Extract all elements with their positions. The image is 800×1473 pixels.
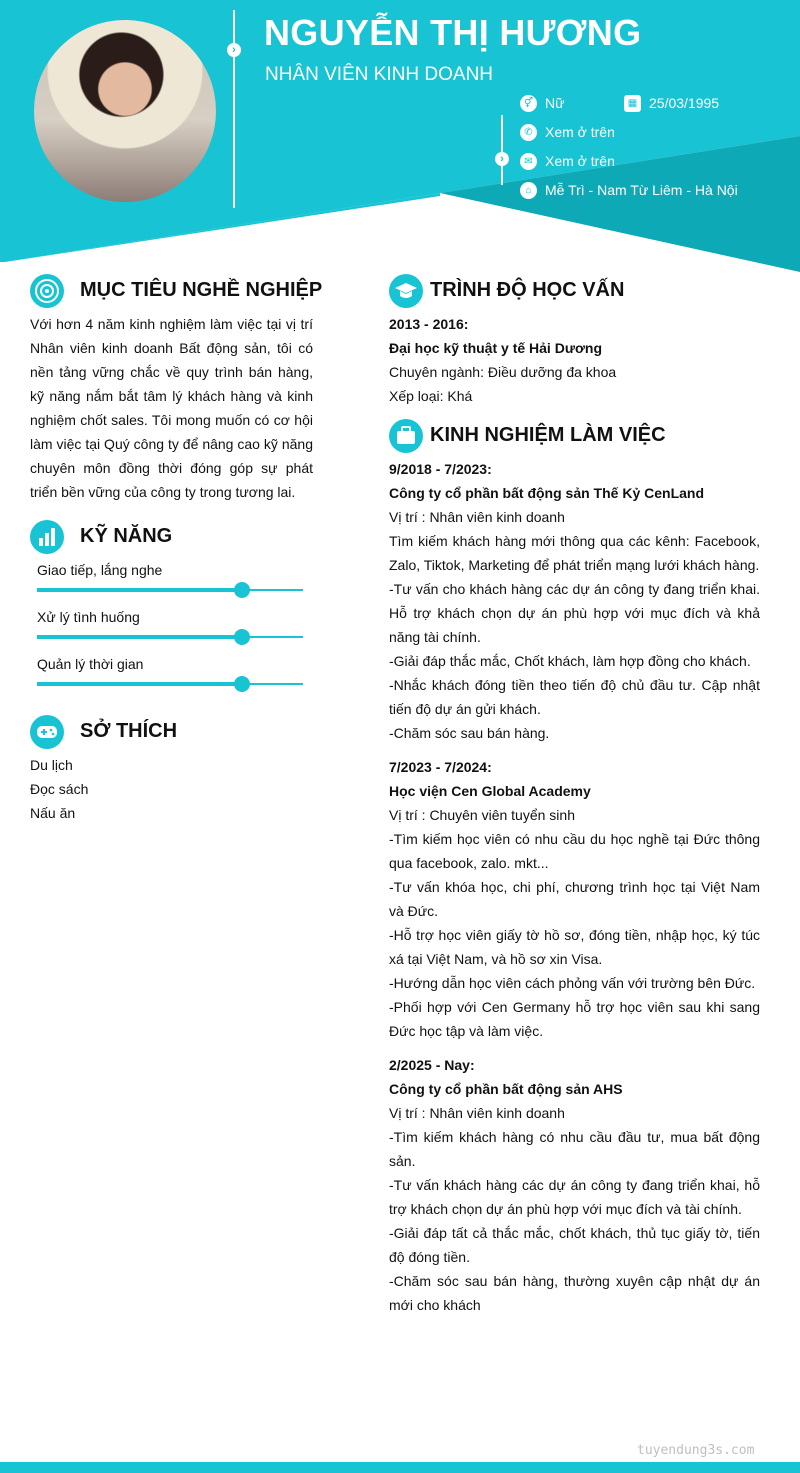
skill-bar	[37, 636, 303, 638]
contact-line	[501, 115, 503, 185]
job-duty: -Tìm kiếm khách hàng có nhu cầu đầu tư, mua bất động sản.	[389, 1129, 760, 1169]
job-entry	[389, 755, 760, 1043]
job-period: 7/2023 - 7/2024:	[389, 759, 492, 775]
gamepad-icon	[30, 715, 64, 749]
home-icon: ⌂	[520, 182, 537, 199]
job-company: Công ty cổ phần bất động sản AHS	[389, 1081, 623, 1097]
job-period: 9/2018 - 7/2023:	[389, 461, 492, 477]
skill-label: Xử lý tình huống	[37, 609, 140, 625]
skill-label: Quản lý thời gian	[37, 656, 144, 672]
skill-label: Giao tiếp, lắng nghe	[37, 562, 163, 578]
birthday-text: 25/03/1995	[649, 95, 720, 111]
education-grade: Xếp loại: Khá	[389, 388, 473, 404]
job-position: Vị trí : Chuyên viên tuyển sinh	[389, 807, 575, 823]
skill-bar-fill	[37, 682, 242, 686]
skill-bar-fill	[37, 588, 242, 592]
objective-title: MỤC TIÊU NGHỀ NGHIỆP	[80, 279, 323, 301]
skill-bar	[37, 683, 303, 685]
job-company: Công ty cổ phần bất động sản Thế Kỷ CenLand	[389, 485, 705, 501]
job-position: Vị trí : Nhân viên kinh doanh	[389, 1105, 565, 1121]
skill-bar-knob	[234, 629, 250, 645]
job-duty: -Tư vấn khách hàng các dự án công ty đang triển khai, hỗ trợ khách chọn dự án phù hợp với mục đích và tài chính.	[389, 1177, 760, 1217]
education-title: TRÌNH ĐỘ HỌC VẤN	[430, 279, 625, 301]
job-duty: -Nhắc khách đóng tiền theo tiến độ chủ đầu tư. Cập nhật tiến độ dự án gửi khách.	[389, 677, 760, 717]
hobby-item: Du lịch	[30, 757, 73, 773]
gender-icon: ⚥	[520, 95, 537, 112]
job-duty: -Hỗ trợ học viên giấy tờ hồ sơ, đóng tiền, nhập học, ký túc xá tại Việt Nam, và hồ sơ xin Visa.	[389, 927, 760, 967]
job-duty: Tìm kiếm khách hàng mới thông qua các kênh: Facebook, Zalo, Tiktok, Marketing để phát triển mạng lưới khách hàng.	[389, 533, 760, 573]
education-block	[389, 312, 760, 408]
job-period: 2/2025 - Nay:	[389, 1057, 475, 1073]
bar-chart-icon	[30, 520, 64, 554]
job-duty: -Tư vấn khóa học, chi phí, chương trình học tại Việt Nam và Đức.	[389, 879, 760, 919]
avatar	[34, 20, 216, 202]
job-title: NHÂN VIÊN KINH DOANH	[265, 64, 494, 85]
skill-bar-knob	[234, 582, 250, 598]
job-duty: -Giải đáp tất cả thắc mắc, chốt khách, thủ tục giấy tờ, tiến độ đóng tiền.	[389, 1225, 760, 1265]
address-text: Mễ Trì - Nam Từ Liêm - Hà Nội	[545, 182, 738, 198]
job-duty: -Hướng dẫn học viên cách phỏng vấn với trường bên Đức.	[389, 975, 756, 991]
job-duty: -Chăm sóc sau bán hàng, thường xuyên cập nhật dự án mới cho khách	[389, 1273, 760, 1313]
skills-title: KỸ NĂNG	[80, 525, 173, 547]
chevron-right-icon: ›	[495, 152, 509, 166]
experience-title: KINH NGHIỆM LÀM VIỆC	[430, 424, 666, 446]
job-company: Học viện Cen Global Academy	[389, 783, 591, 799]
job-duty: -Tìm kiếm học viên có nhu cầu du học nghề tại Đức thông qua facebook, zalo. mkt...	[389, 831, 760, 871]
job-position: Vị trí : Nhân viên kinh doanh	[389, 509, 565, 525]
objective-text: Với hơn 4 năm kinh nghiệm làm việc tại vị trí Nhân viên kinh doanh Bất động sản, tôi có nền tảng vững chắc về quy trình bán hàng, kỹ năng nắm bắt tâm lý khách hàng và kinh nghiệm chốt sales. Tôi mong muốn có cơ hội làm việc tại Quý công ty để nâng cao kỹ năng chuyên môn đồng thời đóng góp sự phát triển bền vững của công ty trong tương lai.	[30, 316, 313, 500]
skill-bar-fill	[37, 635, 242, 639]
hobby-item: Nấu ăn	[30, 805, 76, 821]
job-entry	[389, 1053, 760, 1317]
gender-text: Nữ	[545, 95, 565, 111]
education-period: 2013 - 2016:	[389, 316, 469, 332]
chevron-right-icon: ›	[227, 43, 241, 57]
hobby-item: Đọc sách	[30, 781, 89, 797]
target-icon	[30, 274, 64, 308]
graduation-cap-icon	[389, 274, 423, 308]
briefcase-icon	[389, 419, 423, 453]
calendar-icon: ▦	[624, 95, 641, 112]
header-banner	[0, 0, 800, 275]
watermark: tuyendung3s.com	[637, 1443, 755, 1458]
job-duty: -Phối hợp với Cen Germany hỗ trợ học viên sau khi sang Đức học tập và làm việc.	[389, 999, 760, 1039]
job-duty: -Giải đáp thắc mắc, Chốt khách, làm hợp đồng cho khách.	[389, 653, 751, 669]
footer-bar	[0, 1462, 800, 1473]
timeline-line	[233, 10, 235, 208]
skill-bar	[37, 589, 303, 591]
person-name: NGUYỄN THỊ HƯƠNG	[264, 12, 642, 53]
hobbies-title: SỞ THÍCH	[80, 720, 178, 742]
email-icon: ✉	[520, 153, 537, 170]
education-major: Chuyên ngành: Điều dưỡng đa khoa	[389, 364, 617, 380]
job-entry	[389, 457, 760, 745]
job-duty: -Chăm sóc sau bán hàng.	[389, 725, 550, 741]
skill-bar-knob	[234, 676, 250, 692]
phone-text: Xem ở trên	[545, 124, 615, 140]
education-school: Đại học kỹ thuật y tế Hải Dương	[389, 340, 603, 356]
job-duty: -Tư vấn cho khách hàng các dự án công ty đang triển khai. Hỗ trợ khách chọn dự án phù hợp với mục đích và khả năng tài chính.	[389, 581, 760, 645]
phone-icon: ✆	[520, 124, 537, 141]
email-text: Xem ở trên	[545, 153, 615, 169]
